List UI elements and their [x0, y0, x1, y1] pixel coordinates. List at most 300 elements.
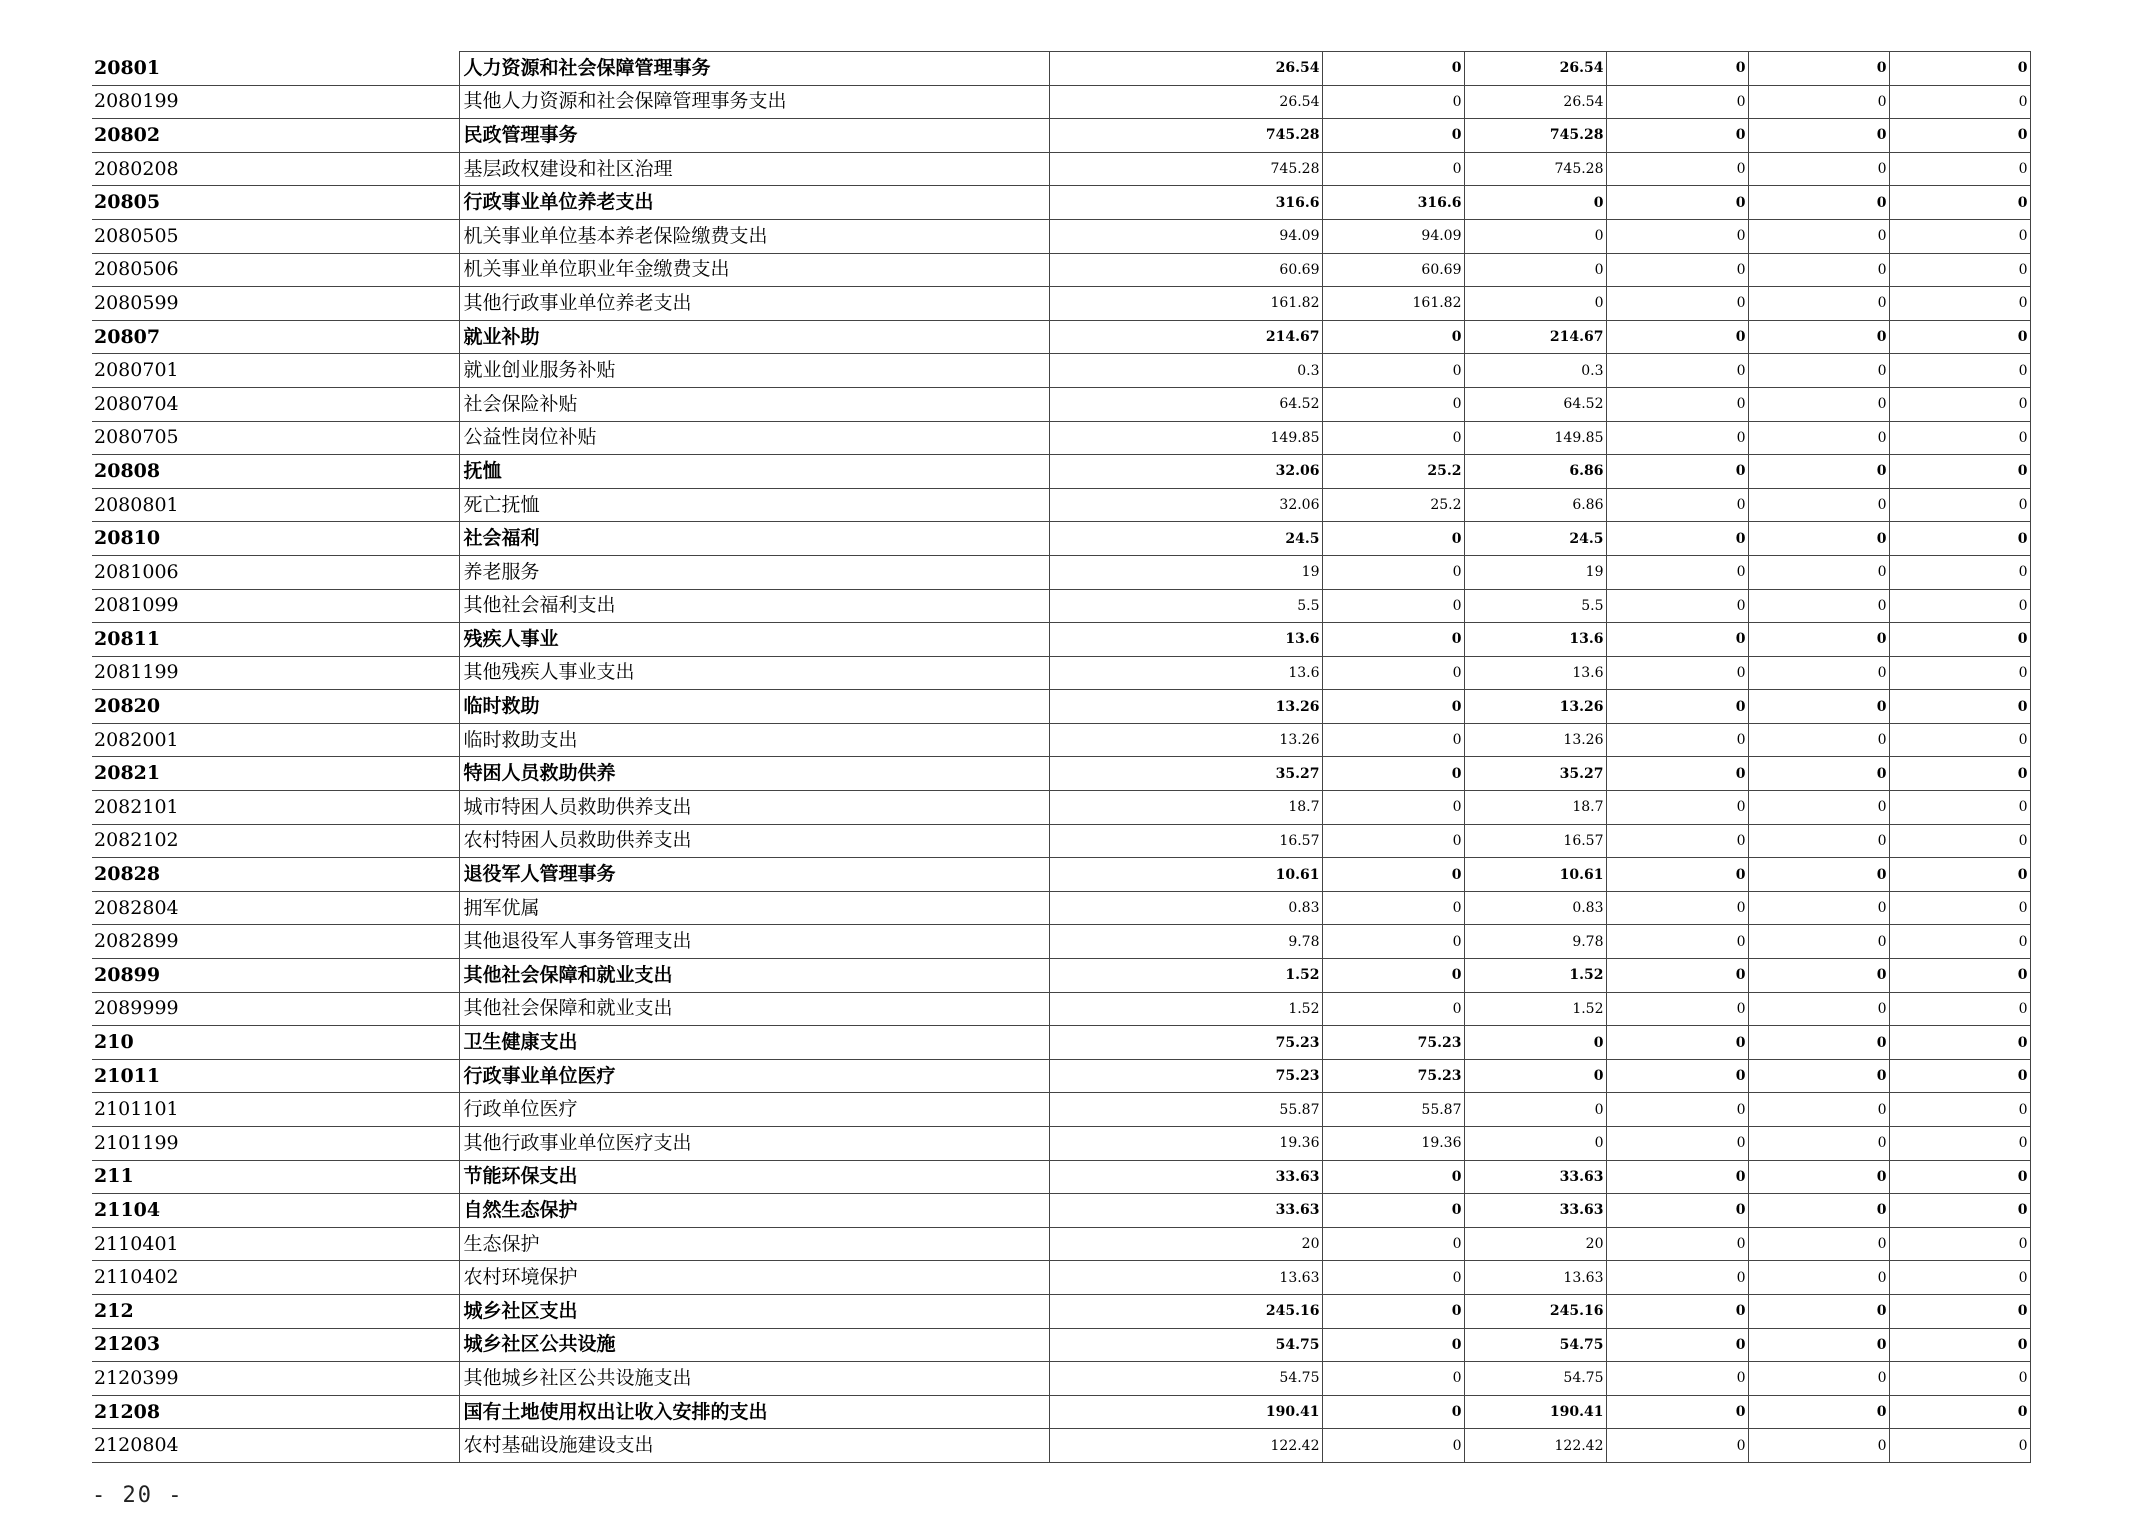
- amount-cell: 0: [1748, 1261, 1889, 1295]
- amount-cell: 0: [1606, 320, 1748, 354]
- amount-cell: 54.75: [1049, 1362, 1322, 1396]
- subject-name-cell: 农村环境保护: [459, 1261, 1049, 1295]
- amount-cell: 0: [1889, 488, 2030, 522]
- table-row: [92, 1429, 2030, 1463]
- amount-cell: 13.6: [1049, 623, 1322, 657]
- table-row: [92, 320, 2030, 354]
- amount-cell: 0: [1748, 723, 1889, 757]
- amount-cell: 0: [1889, 623, 2030, 657]
- amount-cell: 10.61: [1049, 858, 1322, 892]
- amount-cell: 0: [1322, 925, 1464, 959]
- subject-name-cell: 其他社会保障和就业支出: [459, 959, 1049, 993]
- amount-cell: 0: [1606, 488, 1748, 522]
- amount-cell: 149.85: [1049, 421, 1322, 455]
- subject-code-cell: 2080506: [92, 253, 459, 287]
- amount-cell: 0: [1606, 1395, 1748, 1429]
- table-row: [92, 891, 2030, 925]
- amount-cell: 33.63: [1049, 1194, 1322, 1228]
- amount-cell: 0.83: [1464, 891, 1606, 925]
- subject-name-cell: 其他人力资源和社会保障管理事务支出: [459, 85, 1049, 119]
- amount-cell: 33.63: [1464, 1160, 1606, 1194]
- amount-cell: 0: [1322, 85, 1464, 119]
- amount-cell: 0: [1322, 1429, 1464, 1463]
- subject-name-cell: 社会保险补贴: [459, 387, 1049, 421]
- subject-name-cell: 城乡社区公共设施: [459, 1328, 1049, 1362]
- subject-code-cell: 212: [92, 1294, 459, 1328]
- amount-cell: 26.54: [1464, 85, 1606, 119]
- amount-cell: 0: [1322, 354, 1464, 388]
- amount-cell: 0: [1748, 488, 1889, 522]
- amount-cell: 55.87: [1322, 1093, 1464, 1127]
- amount-cell: 0: [1322, 589, 1464, 623]
- subject-name-cell: 城乡社区支出: [459, 1294, 1049, 1328]
- amount-cell: 0: [1889, 589, 2030, 623]
- amount-cell: 6.86: [1464, 488, 1606, 522]
- amount-cell: 0: [1322, 52, 1464, 86]
- amount-cell: 26.54: [1049, 52, 1322, 86]
- amount-cell: 0: [1748, 1429, 1889, 1463]
- amount-cell: 0: [1322, 623, 1464, 657]
- amount-cell: 0: [1606, 1160, 1748, 1194]
- subject-code-cell: 2082899: [92, 925, 459, 959]
- amount-cell: 13.26: [1464, 723, 1606, 757]
- amount-cell: 35.27: [1464, 757, 1606, 791]
- amount-cell: 13.26: [1049, 690, 1322, 724]
- amount-cell: 32.06: [1049, 488, 1322, 522]
- amount-cell: 0: [1322, 1160, 1464, 1194]
- subject-name-cell: 行政事业单位医疗: [459, 1059, 1049, 1093]
- amount-cell: 0: [1606, 253, 1748, 287]
- subject-name-cell: 城市特困人员救助供养支出: [459, 791, 1049, 825]
- amount-cell: 32.06: [1049, 455, 1322, 489]
- amount-cell: 0: [1464, 1059, 1606, 1093]
- amount-cell: 0: [1889, 455, 2030, 489]
- amount-cell: 190.41: [1049, 1395, 1322, 1429]
- subject-name-cell: 死亡抚恤: [459, 488, 1049, 522]
- amount-cell: 0: [1889, 287, 2030, 321]
- table-row: [92, 824, 2030, 858]
- amount-cell: 64.52: [1464, 387, 1606, 421]
- table-row: [92, 1294, 2030, 1328]
- amount-cell: 0: [1322, 690, 1464, 724]
- amount-cell: 0: [1322, 1294, 1464, 1328]
- amount-cell: 0: [1322, 723, 1464, 757]
- amount-cell: 0: [1748, 354, 1889, 388]
- table-row: [92, 1026, 2030, 1060]
- amount-cell: 0: [1606, 1261, 1748, 1295]
- amount-cell: 0: [1889, 52, 2030, 86]
- amount-cell: 75.23: [1049, 1026, 1322, 1060]
- amount-cell: 745.28: [1049, 119, 1322, 153]
- amount-cell: 0: [1748, 320, 1889, 354]
- amount-cell: 0: [1748, 791, 1889, 825]
- amount-cell: 1.52: [1049, 959, 1322, 993]
- amount-cell: 18.7: [1464, 791, 1606, 825]
- amount-cell: 0: [1322, 119, 1464, 153]
- subject-name-cell: 自然生态保护: [459, 1194, 1049, 1228]
- amount-cell: 0: [1889, 1328, 2030, 1362]
- amount-cell: 0: [1748, 757, 1889, 791]
- subject-name-cell: 其他行政事业单位养老支出: [459, 287, 1049, 321]
- amount-cell: 0: [1889, 555, 2030, 589]
- subject-name-cell: 其他残疾人事业支出: [459, 656, 1049, 690]
- amount-cell: 0.3: [1049, 354, 1322, 388]
- subject-code-cell: 20821: [92, 757, 459, 791]
- amount-cell: 26.54: [1464, 52, 1606, 86]
- amount-cell: 0: [1322, 757, 1464, 791]
- page-number: - 20 -: [92, 1483, 184, 1508]
- table-row: [92, 925, 2030, 959]
- amount-cell: 54.75: [1464, 1328, 1606, 1362]
- table-row: [92, 1194, 2030, 1228]
- amount-cell: 0: [1322, 1194, 1464, 1228]
- amount-cell: 0: [1464, 1026, 1606, 1060]
- table-row: [92, 421, 2030, 455]
- subject-name-cell: 临时救助支出: [459, 723, 1049, 757]
- subject-name-cell: 机关事业单位基本养老保险缴费支出: [459, 219, 1049, 253]
- amount-cell: 9.78: [1464, 925, 1606, 959]
- amount-cell: 13.6: [1464, 656, 1606, 690]
- amount-cell: 13.6: [1464, 623, 1606, 657]
- subject-code-cell: 2082804: [92, 891, 459, 925]
- amount-cell: 0: [1889, 1429, 2030, 1463]
- amount-cell: 0: [1606, 723, 1748, 757]
- subject-code-cell: 211: [92, 1160, 459, 1194]
- amount-cell: 16.57: [1464, 824, 1606, 858]
- amount-cell: 0: [1606, 925, 1748, 959]
- amount-cell: 0: [1748, 858, 1889, 892]
- subject-code-cell: 2082102: [92, 824, 459, 858]
- subject-name-cell: 其他城乡社区公共设施支出: [459, 1362, 1049, 1396]
- subject-code-cell: 2080801: [92, 488, 459, 522]
- amount-cell: 0: [1322, 1227, 1464, 1261]
- amount-cell: 0: [1748, 589, 1889, 623]
- subject-name-cell: 养老服务: [459, 555, 1049, 589]
- table-row: [92, 85, 2030, 119]
- table-row: [92, 589, 2030, 623]
- amount-cell: 0: [1322, 555, 1464, 589]
- amount-cell: 0: [1748, 52, 1889, 86]
- amount-cell: 13.6: [1049, 656, 1322, 690]
- amount-cell: 0: [1322, 1362, 1464, 1396]
- amount-cell: 0: [1889, 1059, 2030, 1093]
- subject-name-cell: 退役军人管理事务: [459, 858, 1049, 892]
- subject-name-cell: 就业创业服务补贴: [459, 354, 1049, 388]
- amount-cell: 33.63: [1464, 1194, 1606, 1228]
- amount-cell: 0: [1748, 287, 1889, 321]
- amount-cell: 0: [1889, 925, 2030, 959]
- table-row: [92, 992, 2030, 1026]
- amount-cell: 9.78: [1049, 925, 1322, 959]
- amount-cell: 0: [1606, 219, 1748, 253]
- table-row: [92, 119, 2030, 153]
- table-row: [92, 1127, 2030, 1161]
- amount-cell: 0: [1606, 354, 1748, 388]
- amount-cell: 0: [1889, 1160, 2030, 1194]
- amount-cell: 26.54: [1049, 85, 1322, 119]
- subject-code-cell: 2080599: [92, 287, 459, 321]
- amount-cell: 35.27: [1049, 757, 1322, 791]
- amount-cell: 0: [1889, 119, 2030, 153]
- amount-cell: 0: [1748, 219, 1889, 253]
- amount-cell: 214.67: [1049, 320, 1322, 354]
- table-row: [92, 287, 2030, 321]
- amount-cell: 54.75: [1049, 1328, 1322, 1362]
- amount-cell: 25.2: [1322, 455, 1464, 489]
- table-row: [92, 152, 2030, 186]
- subject-name-cell: 卫生健康支出: [459, 1026, 1049, 1060]
- amount-cell: 0: [1606, 690, 1748, 724]
- amount-cell: 0: [1889, 253, 2030, 287]
- amount-cell: 745.28: [1049, 152, 1322, 186]
- amount-cell: 0: [1606, 1194, 1748, 1228]
- subject-code-cell: 2082101: [92, 791, 459, 825]
- amount-cell: 0: [1748, 690, 1889, 724]
- amount-cell: 20: [1049, 1227, 1322, 1261]
- table-row: [92, 253, 2030, 287]
- amount-cell: 0: [1748, 1160, 1889, 1194]
- amount-cell: 316.6: [1049, 186, 1322, 220]
- amount-cell: 0: [1748, 152, 1889, 186]
- subject-code-cell: 2120399: [92, 1362, 459, 1396]
- subject-name-cell: 社会福利: [459, 522, 1049, 556]
- subject-name-cell: 临时救助: [459, 690, 1049, 724]
- amount-cell: 0: [1889, 219, 2030, 253]
- subject-name-cell: 抚恤: [459, 455, 1049, 489]
- table-row: [92, 656, 2030, 690]
- amount-cell: 0: [1606, 1227, 1748, 1261]
- amount-cell: 1.52: [1049, 992, 1322, 1026]
- amount-cell: 0: [1606, 287, 1748, 321]
- amount-cell: 0: [1606, 1328, 1748, 1362]
- amount-cell: 0: [1606, 656, 1748, 690]
- amount-cell: 0: [1748, 522, 1889, 556]
- subject-code-cell: 2080701: [92, 354, 459, 388]
- table-row: [92, 690, 2030, 724]
- subject-code-cell: 2080705: [92, 421, 459, 455]
- amount-cell: 24.5: [1049, 522, 1322, 556]
- amount-cell: 0: [1889, 85, 2030, 119]
- amount-cell: 0: [1889, 1194, 2030, 1228]
- amount-cell: 0: [1606, 387, 1748, 421]
- subject-name-cell: 民政管理事务: [459, 119, 1049, 153]
- amount-cell: 0: [1606, 85, 1748, 119]
- subject-name-cell: 行政单位医疗: [459, 1093, 1049, 1127]
- amount-cell: 190.41: [1464, 1395, 1606, 1429]
- subject-name-cell: 基层政权建设和社区治理: [459, 152, 1049, 186]
- subject-name-cell: 公益性岗位补贴: [459, 421, 1049, 455]
- amount-cell: 75.23: [1322, 1059, 1464, 1093]
- table-row: [92, 219, 2030, 253]
- table-row: [92, 1328, 2030, 1362]
- amount-cell: 60.69: [1322, 253, 1464, 287]
- subject-code-cell: 2089999: [92, 992, 459, 1026]
- amount-cell: 13.26: [1049, 723, 1322, 757]
- amount-cell: 0: [1889, 320, 2030, 354]
- amount-cell: 745.28: [1464, 119, 1606, 153]
- amount-cell: 24.5: [1464, 522, 1606, 556]
- amount-cell: 0: [1606, 119, 1748, 153]
- amount-cell: 0: [1464, 287, 1606, 321]
- amount-cell: 0: [1322, 791, 1464, 825]
- amount-cell: 0: [1748, 1194, 1889, 1228]
- subject-name-cell: 节能环保支出: [459, 1160, 1049, 1194]
- amount-cell: 0: [1322, 824, 1464, 858]
- amount-cell: 19.36: [1049, 1127, 1322, 1161]
- amount-cell: 0: [1322, 522, 1464, 556]
- amount-cell: 13.63: [1464, 1261, 1606, 1295]
- amount-cell: 0: [1748, 1093, 1889, 1127]
- amount-cell: 0: [1322, 1261, 1464, 1295]
- amount-cell: 0: [1322, 421, 1464, 455]
- amount-cell: 0: [1748, 186, 1889, 220]
- table-row: [92, 1395, 2030, 1429]
- amount-cell: 25.2: [1322, 488, 1464, 522]
- amount-cell: 0: [1748, 1328, 1889, 1362]
- amount-cell: 0: [1464, 219, 1606, 253]
- subject-code-cell: 2101101: [92, 1093, 459, 1127]
- amount-cell: 122.42: [1049, 1429, 1322, 1463]
- amount-cell: 0: [1889, 1261, 2030, 1295]
- subject-code-cell: 2101199: [92, 1127, 459, 1161]
- subject-name-cell: 机关事业单位职业年金缴费支出: [459, 253, 1049, 287]
- subject-code-cell: 2081099: [92, 589, 459, 623]
- amount-cell: 75.23: [1049, 1059, 1322, 1093]
- amount-cell: 0: [1464, 1093, 1606, 1127]
- amount-cell: 0: [1748, 623, 1889, 657]
- subject-code-cell: 20899: [92, 959, 459, 993]
- subject-code-cell: 21104: [92, 1194, 459, 1228]
- subject-code-cell: 21011: [92, 1059, 459, 1093]
- subject-code-cell: 20811: [92, 623, 459, 657]
- subject-code-cell: 20810: [92, 522, 459, 556]
- subject-name-cell: 其他行政事业单位医疗支出: [459, 1127, 1049, 1161]
- table-row: [92, 455, 2030, 489]
- amount-cell: 0: [1606, 186, 1748, 220]
- amount-cell: 0: [1606, 589, 1748, 623]
- amount-cell: 18.7: [1049, 791, 1322, 825]
- amount-cell: 0: [1322, 1328, 1464, 1362]
- subject-code-cell: 2080704: [92, 387, 459, 421]
- subject-name-cell: 拥军优属: [459, 891, 1049, 925]
- amount-cell: 214.67: [1464, 320, 1606, 354]
- amount-cell: 0: [1748, 85, 1889, 119]
- amount-cell: 0: [1748, 455, 1889, 489]
- amount-cell: 0: [1889, 992, 2030, 1026]
- subject-code-cell: 20805: [92, 186, 459, 220]
- amount-cell: 0: [1606, 1362, 1748, 1396]
- amount-cell: 0: [1606, 522, 1748, 556]
- amount-cell: 0: [1748, 1294, 1889, 1328]
- table-row: [92, 1261, 2030, 1295]
- amount-cell: 0: [1889, 1294, 2030, 1328]
- amount-cell: 0: [1322, 320, 1464, 354]
- amount-cell: 94.09: [1322, 219, 1464, 253]
- amount-cell: 0: [1606, 757, 1748, 791]
- amount-cell: 0: [1748, 119, 1889, 153]
- amount-cell: 0: [1606, 959, 1748, 993]
- amount-cell: 0: [1322, 891, 1464, 925]
- amount-cell: 0: [1606, 421, 1748, 455]
- amount-cell: 122.42: [1464, 1429, 1606, 1463]
- amount-cell: 0: [1322, 858, 1464, 892]
- table-row: [92, 623, 2030, 657]
- amount-cell: 0: [1322, 152, 1464, 186]
- subject-name-cell: 残疾人事业: [459, 623, 1049, 657]
- amount-cell: 161.82: [1049, 287, 1322, 321]
- amount-cell: 55.87: [1049, 1093, 1322, 1127]
- subject-code-cell: 20808: [92, 455, 459, 489]
- amount-cell: 1.52: [1464, 992, 1606, 1026]
- subject-name-cell: 其他社会保障和就业支出: [459, 992, 1049, 1026]
- amount-cell: 1.52: [1464, 959, 1606, 993]
- subject-code-cell: 2110401: [92, 1227, 459, 1261]
- subject-code-cell: 20802: [92, 119, 459, 153]
- amount-cell: 0: [1748, 421, 1889, 455]
- amount-cell: 0: [1889, 186, 2030, 220]
- subject-name-cell: 行政事业单位养老支出: [459, 186, 1049, 220]
- subject-code-cell: 2081199: [92, 656, 459, 690]
- amount-cell: 0: [1889, 959, 2030, 993]
- subject-code-cell: 20807: [92, 320, 459, 354]
- amount-cell: 245.16: [1049, 1294, 1322, 1328]
- subject-name-cell: 人力资源和社会保障管理事务: [459, 52, 1049, 86]
- table-row: [92, 555, 2030, 589]
- amount-cell: 0: [1606, 891, 1748, 925]
- table-row: [92, 959, 2030, 993]
- table-row: [92, 757, 2030, 791]
- amount-cell: 245.16: [1464, 1294, 1606, 1328]
- amount-cell: 0.83: [1049, 891, 1322, 925]
- amount-cell: 0: [1889, 1093, 2030, 1127]
- amount-cell: 0: [1889, 757, 2030, 791]
- amount-cell: 0: [1889, 1395, 2030, 1429]
- amount-cell: 60.69: [1049, 253, 1322, 287]
- subject-code-cell: 21208: [92, 1395, 459, 1429]
- amount-cell: 0: [1889, 824, 2030, 858]
- amount-cell: 0: [1889, 690, 2030, 724]
- budget-expenditure-table: [92, 51, 2031, 1463]
- table-row: [92, 858, 2030, 892]
- subject-code-cell: 210: [92, 1026, 459, 1060]
- amount-cell: 0: [1606, 1127, 1748, 1161]
- amount-cell: 0: [1748, 959, 1889, 993]
- subject-code-cell: 2080208: [92, 152, 459, 186]
- amount-cell: 745.28: [1464, 152, 1606, 186]
- amount-cell: 0: [1889, 1227, 2030, 1261]
- amount-cell: 0: [1748, 992, 1889, 1026]
- subject-name-cell: 生态保护: [459, 1227, 1049, 1261]
- table-row: [92, 1362, 2030, 1396]
- amount-cell: 0: [1606, 555, 1748, 589]
- amount-cell: 0: [1464, 253, 1606, 287]
- amount-cell: 94.09: [1049, 219, 1322, 253]
- subject-name-cell: 其他退役军人事务管理支出: [459, 925, 1049, 959]
- table-row: [92, 52, 2030, 86]
- table-row: [92, 1160, 2030, 1194]
- subject-code-cell: 20820: [92, 690, 459, 724]
- subject-code-cell: 2120804: [92, 1429, 459, 1463]
- table-body: [92, 52, 2030, 1463]
- subject-code-cell: 21203: [92, 1328, 459, 1362]
- table-row: [92, 387, 2030, 421]
- amount-cell: 0: [1606, 791, 1748, 825]
- subject-code-cell: 20801: [92, 52, 459, 86]
- table-row: [92, 488, 2030, 522]
- amount-cell: 0: [1748, 1059, 1889, 1093]
- subject-code-cell: 20828: [92, 858, 459, 892]
- amount-cell: 0: [1606, 1026, 1748, 1060]
